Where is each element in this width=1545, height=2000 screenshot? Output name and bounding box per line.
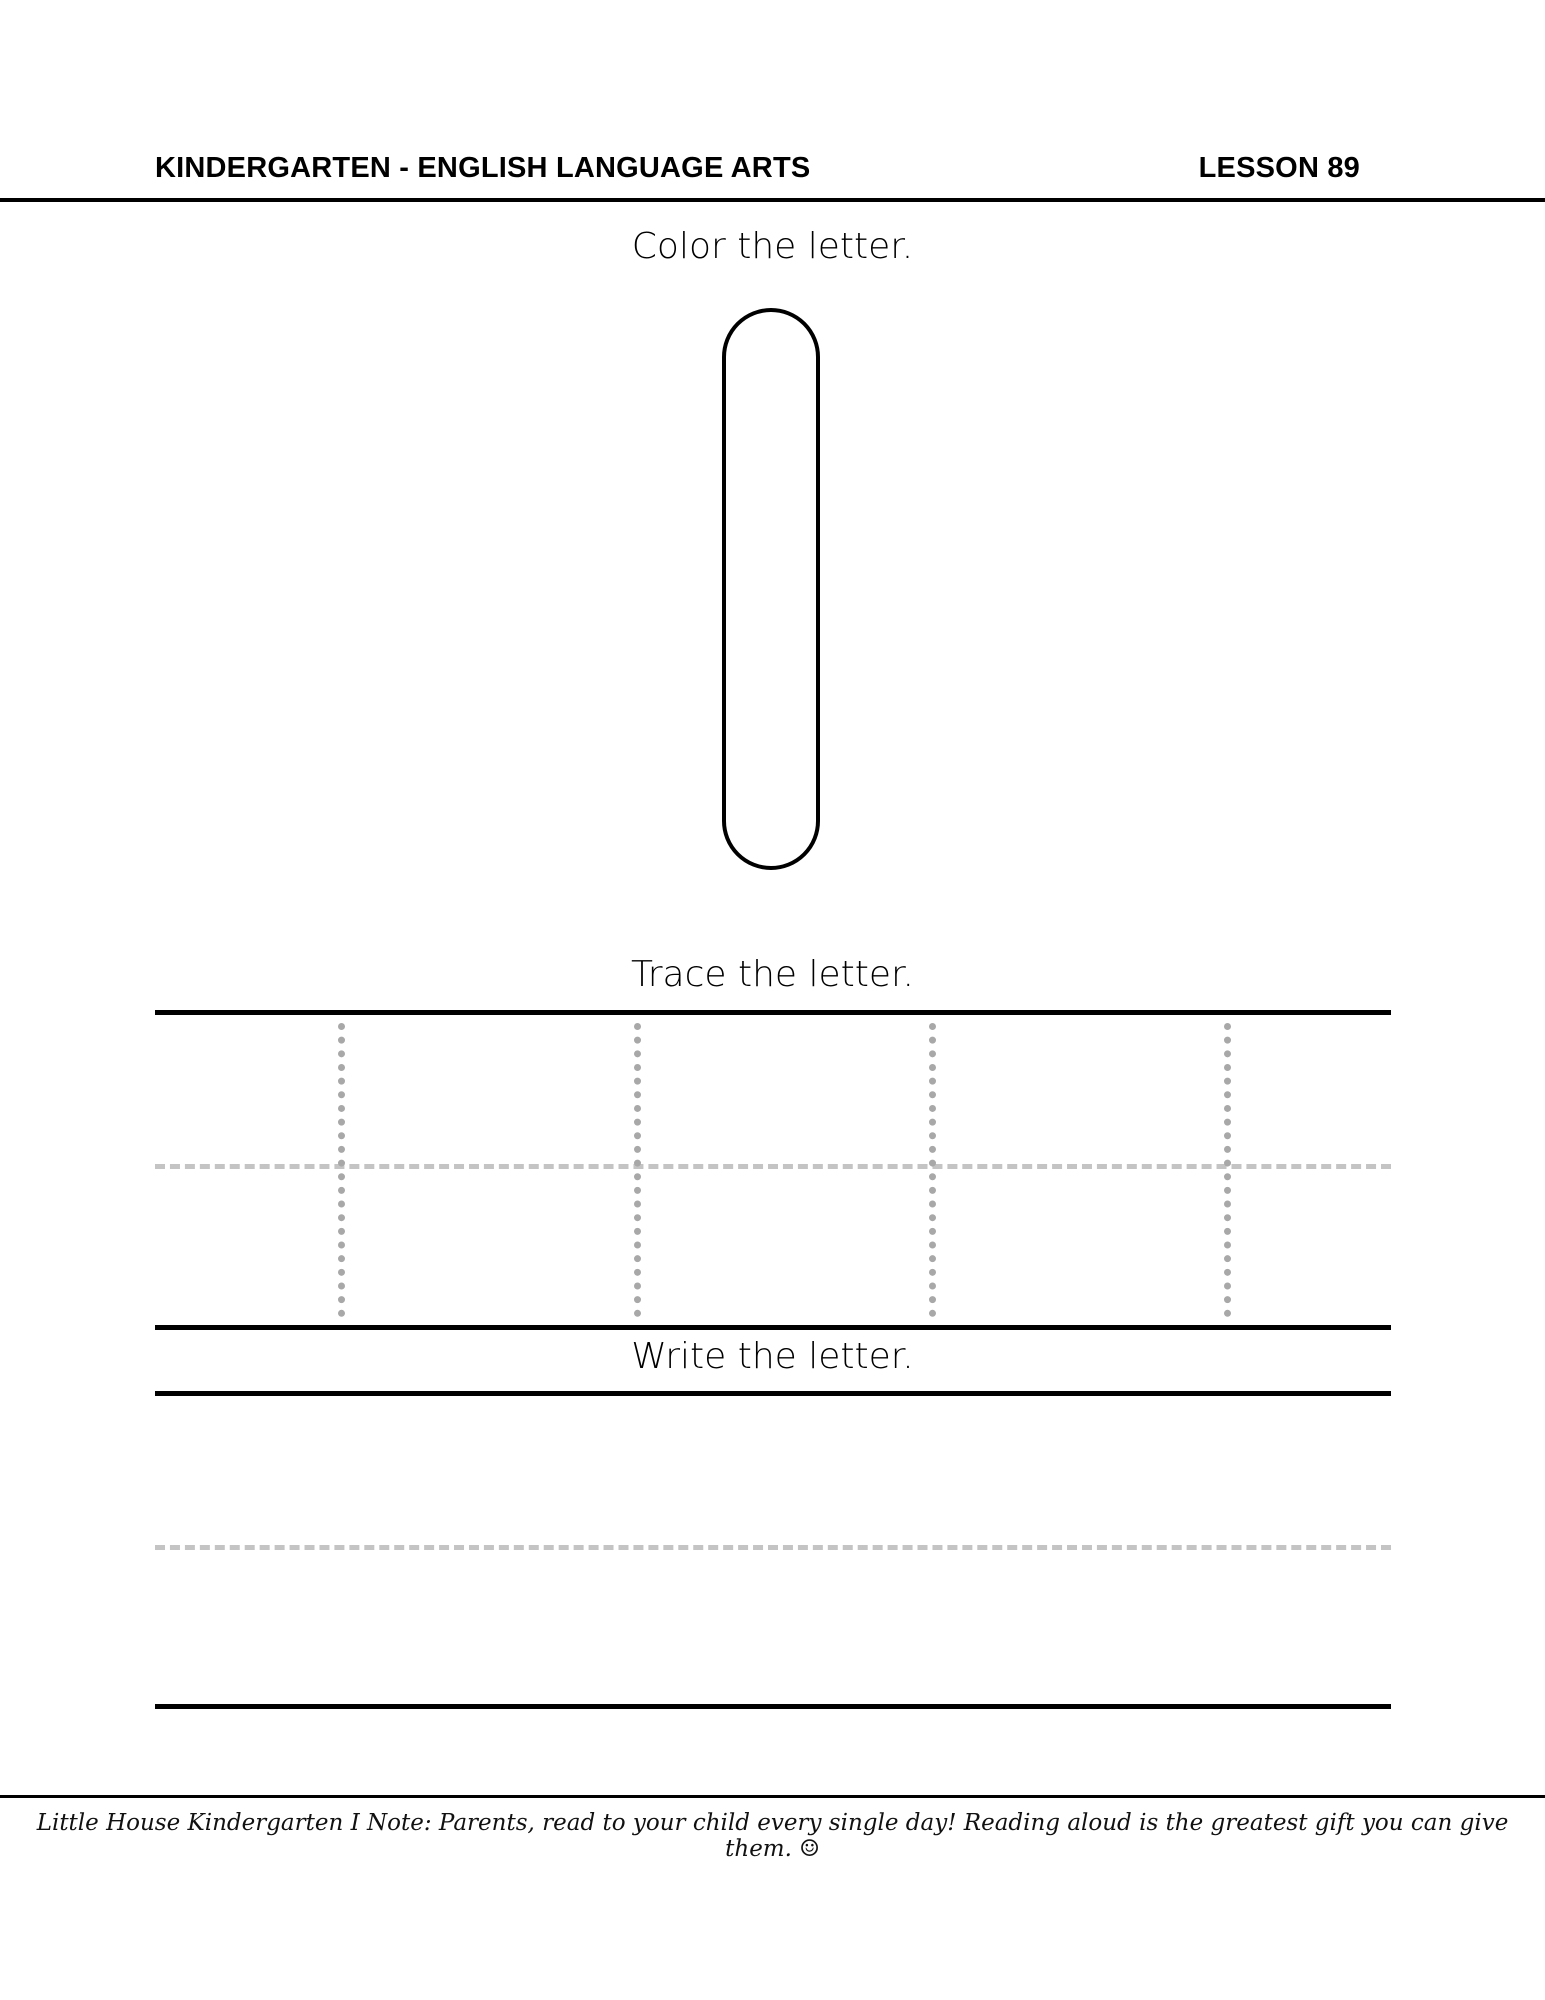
lesson-number: LESSON 89 <box>1198 152 1360 184</box>
write-instruction: Write the letter. <box>631 1336 914 1377</box>
color-instruction: Color the letter. <box>631 226 914 267</box>
trace-guide-letter[interactable] <box>338 1023 345 1317</box>
footer-divider <box>0 1795 1545 1798</box>
header-divider <box>0 198 1545 202</box>
trace-guide-letter[interactable] <box>1224 1023 1231 1317</box>
trace-bottom-line <box>155 1325 1391 1330</box>
footer-note: Little House Kindergarten I Note: Parents, read to your child every single day! Reading aloud is the greatest gift you can give them. ☺ <box>36 1810 1509 1862</box>
write-top-line <box>155 1391 1391 1396</box>
trace-guide-letter[interactable] <box>929 1023 936 1317</box>
write-bottom-line[interactable] <box>155 1704 1391 1709</box>
trace-guide-letter[interactable] <box>634 1023 641 1317</box>
write-mid-line <box>155 1545 1391 1550</box>
letter-outline[interactable] <box>722 308 820 870</box>
course-title: KINDERGARTEN - ENGLISH LANGUAGE ARTS <box>155 152 811 184</box>
trace-instruction: Trace the letter. <box>631 954 914 995</box>
trace-top-line <box>155 1010 1391 1015</box>
